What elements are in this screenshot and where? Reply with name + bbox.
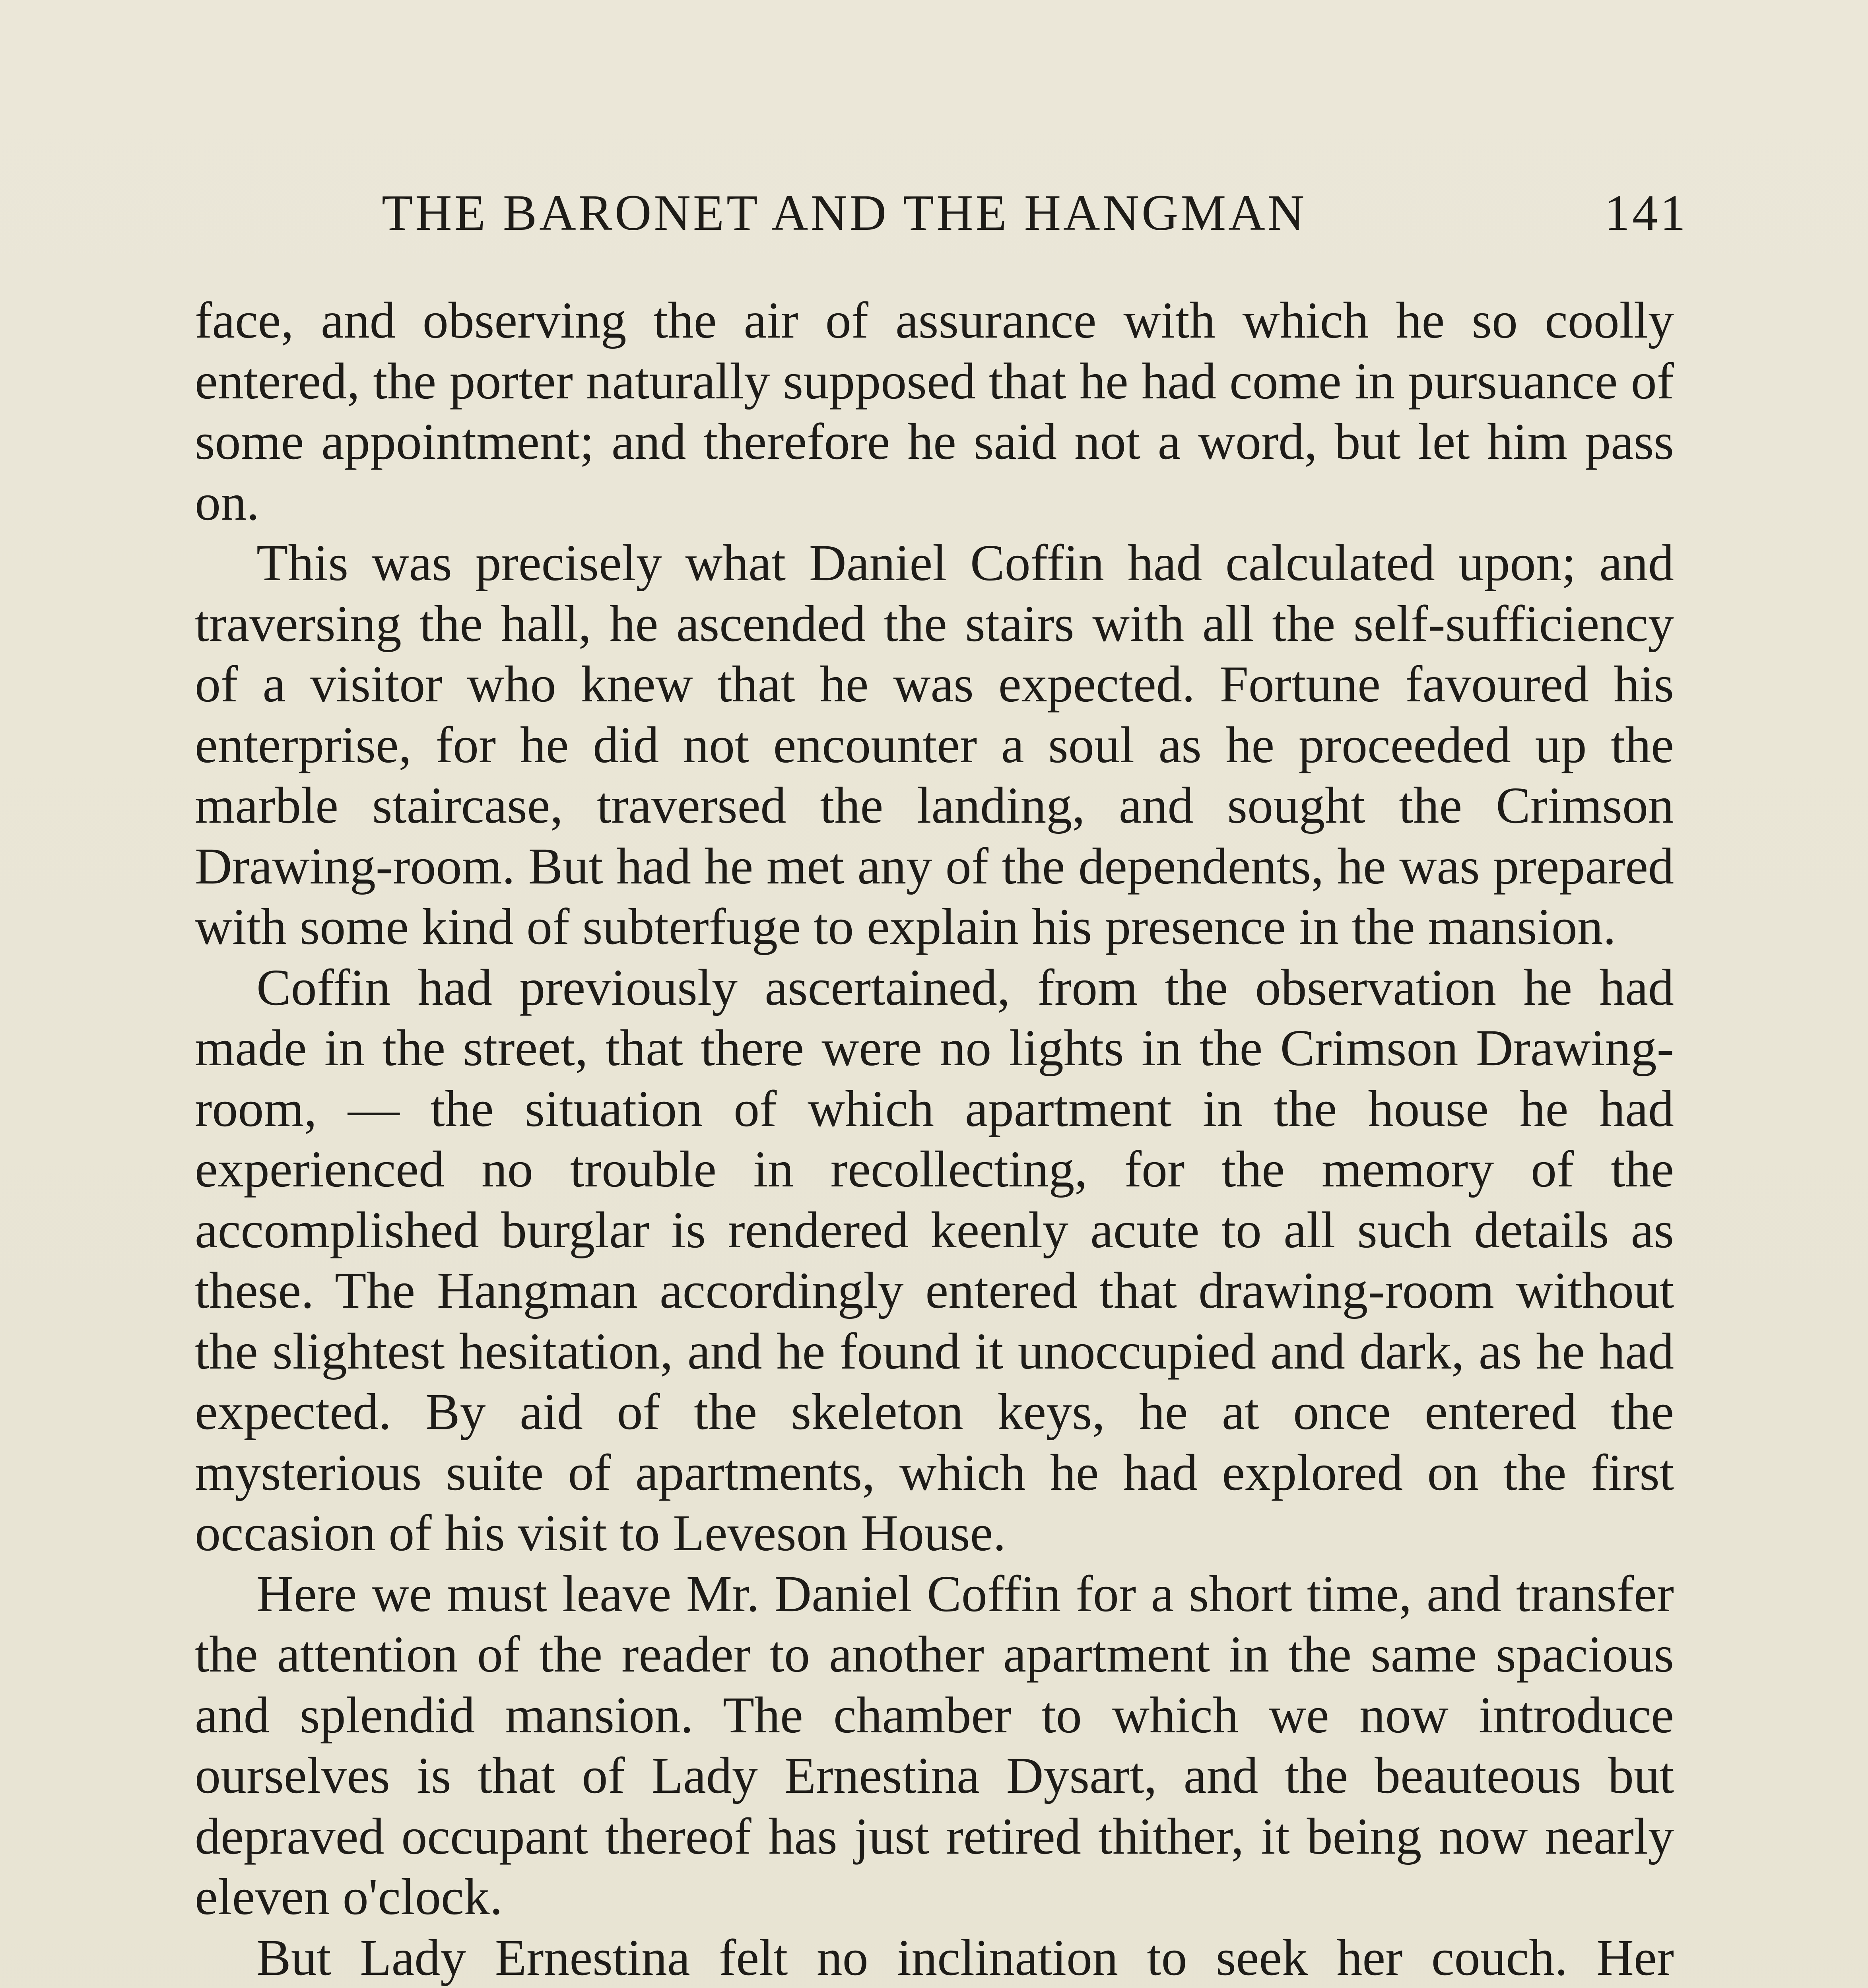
- paragraph-continued: face, and observing the air of assurance with which he so coolly entered, the porter naturally supposed that he had come in pursuance of some appointment; and therefore he said not a word, but let him pass on.: [195, 292, 1674, 531]
- running-title: THE BARONET AND THE HANGMAN: [382, 184, 1307, 241]
- page-number: 141: [1604, 184, 1688, 241]
- paragraph: This was precisely what Daniel Coffin had calculated upon; and traversing the hall, he ascended the stairs with all the self-sufficiency of a visitor who knew that he was expected. Fortune favoured his enterprise, for he did not encounter a soul as he proceeded up the marble staircase, traversed the landing, and sought the Crimson Drawing-room. But had he met any of the dependents, he was prepared with some kind of subterfuge to explain his presence in the mansion.: [195, 534, 1674, 955]
- paragraph: Here we must leave Mr. Daniel Coffin for a short time, and transfer the attention of the reader to another apartment in the same spacious and splendid mansion. The chamber to which we now introduce ourselves is that of Lady Ernestina Dysart, and the beauteous but depraved occupant thereof has just retired thither, it being now nearly eleven o'clock.: [195, 1565, 1674, 1926]
- running-head: [382, 175, 1688, 250]
- body-text: [195, 290, 1674, 1988]
- paragraph: But Lady Ernestina felt no inclination to seek her couch. Her: [256, 1929, 1674, 1986]
- paragraph: Coffin had previously ascertained, from the observation he had made in the street, that there were no lights in the Crimson Drawing-room, — the situation of which apartment in the house he had experienced no trouble in recollecting, for the memory of the accomplished burglar is rendered keenly acute to all such details as these. The Hangman accordingly entered that drawing-room without the slightest hesitation, and he found it unoccupied and dark, as he had expected. By aid of the skeleton keys, he at once entered the mysterious suite of apartments, which he had explored on the first occasion of his visit to Leveson House.: [195, 959, 1674, 1562]
